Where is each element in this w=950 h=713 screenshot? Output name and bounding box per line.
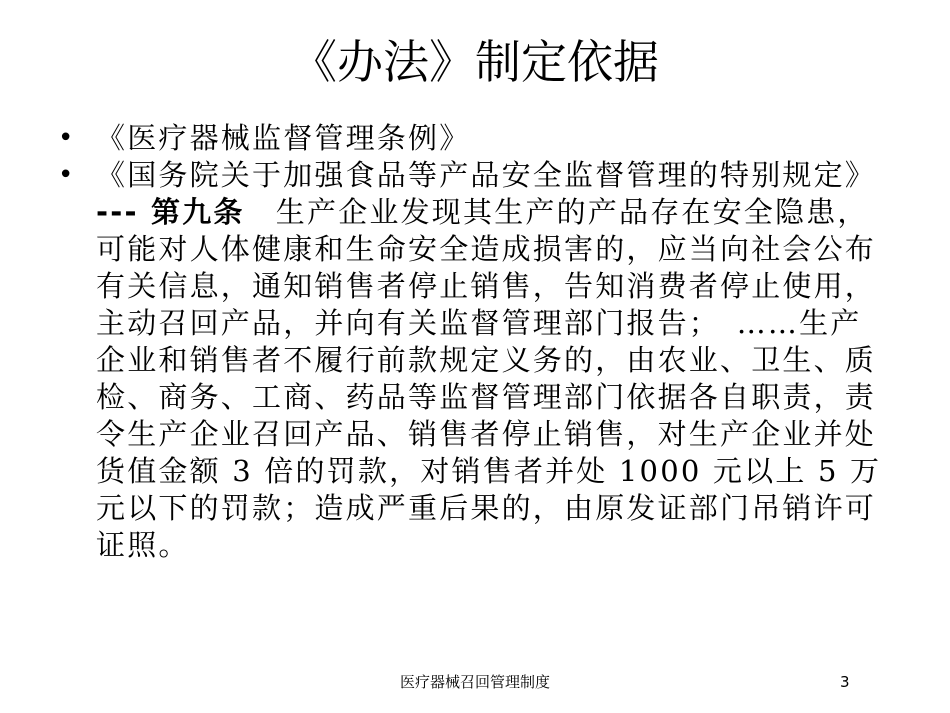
slide-footer: 医疗器械召回管理制度 — [399, 673, 550, 691]
article-reference: --- 第九条 — [96, 195, 245, 229]
bullet-list — [58, 120, 888, 564]
bullet-dot-icon: • — [58, 123, 74, 153]
bullet-text: 《医疗器械监督管理条例》 — [96, 121, 471, 155]
page-number: 3 — [840, 673, 850, 691]
bullet-dot-icon: • — [58, 160, 74, 190]
article-body-text: 生产企业发现其生产的产品存在安全隐患，可能对人体健康和生命安全造成损害的，应当向社会公布有关信息，通知销售者停止销售，告知消费者停止使用，主动召回产品，并向有关监督管理部门报告； ……生产企业和销售者不履行前款规定义务的，由农业、卫生、质检、商务、工商、药品等监督管理部门依据各自职责，责令生产企业召回产品、销售者停止销售，对生产企业并处货值金额 3 倍的罚款，对销售者并处 1000 元以上 5 万元以下的罚款；造成严重后果的，由原发证部门吊销许可证照。 — [96, 195, 882, 562]
bullet-lead-text: 《国务院关于加强食品等产品安全监督管理的特别规定》 — [96, 158, 877, 192]
bullet-item-special-provisions — [58, 157, 888, 564]
bullet-item-regulation — [58, 120, 888, 157]
slide-title: 《办法》制定依据 — [291, 35, 659, 89]
